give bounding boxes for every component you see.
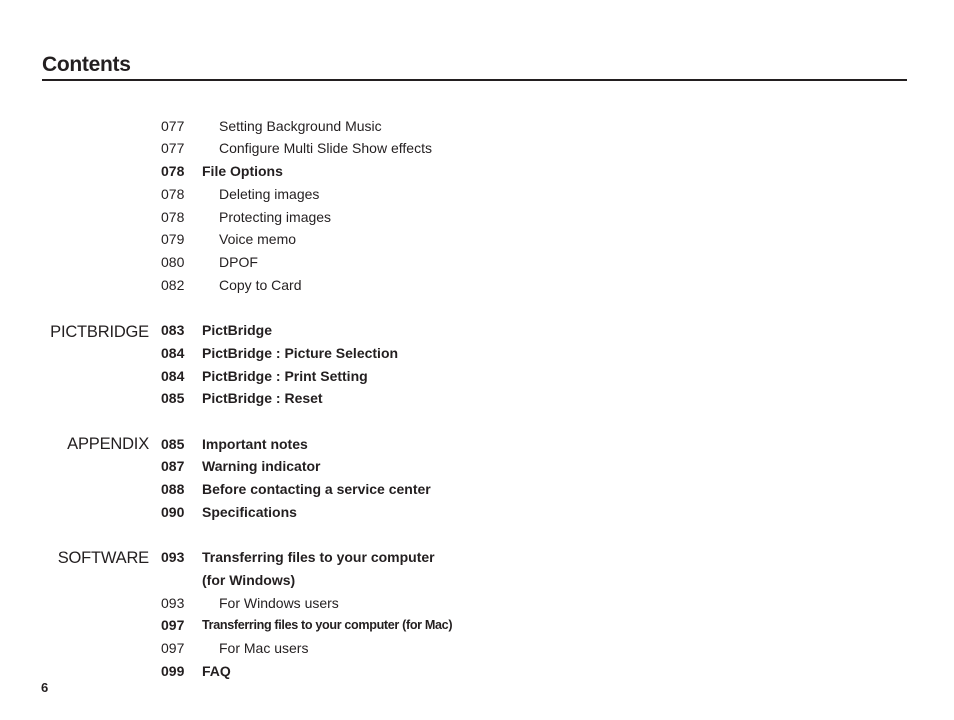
toc-entry[interactable] [161, 615, 452, 635]
title-underline [42, 79, 907, 81]
toc-entry[interactable] [161, 116, 382, 136]
toc-entry[interactable] [161, 343, 398, 363]
toc-page-number: 078 [161, 163, 185, 179]
toc-entry-continuation[interactable] [161, 570, 295, 590]
toc-entry-label: Voice memo [219, 231, 297, 247]
page-number: 6 [41, 680, 49, 695]
section-heading-software: SOFTWARE [57, 549, 149, 567]
toc-entry-label: Before contacting a service center [202, 481, 431, 497]
toc-entry-label: Setting Background Music [219, 118, 382, 134]
toc-entry-label: DPOF [219, 254, 258, 270]
toc-page-number: 097 [161, 640, 185, 656]
toc-entry-label: File Options [202, 163, 283, 179]
toc-page-number: 088 [161, 481, 185, 497]
toc-page-number: 093 [161, 595, 185, 611]
toc-entry-label: Transferring files to your computer [202, 549, 435, 565]
toc-entry[interactable] [161, 366, 368, 386]
toc-entry-label: FAQ [202, 663, 231, 679]
toc-entry-label: (for Windows) [202, 572, 296, 588]
toc-entry[interactable] [161, 320, 272, 340]
toc-page-number: 099 [161, 663, 185, 679]
toc-entry[interactable] [161, 661, 231, 681]
toc-entry-label: For Mac users [219, 640, 309, 656]
toc-page-number: 085 [161, 390, 185, 406]
toc-page-number: 078 [161, 186, 185, 202]
toc-page-number: 084 [161, 345, 185, 361]
toc-entry-label: Protecting images [219, 209, 332, 225]
toc-page-number: 097 [161, 617, 185, 633]
toc-page-number: 084 [161, 368, 185, 384]
toc-page-number: 087 [161, 458, 185, 474]
toc-entry-label: PictBridge : Print Setting [202, 368, 368, 384]
toc-page-number: 085 [161, 436, 185, 452]
toc-entry[interactable] [161, 388, 323, 408]
toc-entry-label: Warning indicator [202, 458, 321, 474]
toc-entry-label: Important notes [202, 436, 308, 452]
toc-entry[interactable] [161, 502, 297, 522]
toc-entry[interactable] [161, 275, 301, 295]
toc-entry[interactable] [161, 638, 308, 658]
toc-entry[interactable] [161, 456, 320, 476]
toc-entry[interactable] [161, 207, 331, 227]
toc-page-number: 079 [161, 231, 185, 247]
toc-entry[interactable] [161, 547, 435, 567]
toc-entry-label: Configure Multi Slide Show effects [219, 140, 432, 156]
toc-entry[interactable] [161, 161, 283, 181]
toc-page-number: 082 [161, 277, 185, 293]
toc-entry[interactable] [161, 138, 432, 158]
toc-entry[interactable] [161, 252, 258, 272]
toc-entry[interactable] [161, 184, 319, 204]
toc-entry-label: Deleting images [219, 186, 320, 202]
toc-entry[interactable] [161, 229, 296, 249]
toc-entry-label: PictBridge [202, 322, 273, 338]
toc-page-number: 078 [161, 209, 185, 225]
toc-page-number: 080 [161, 254, 185, 270]
toc-entry[interactable] [161, 434, 308, 454]
toc-entry-label: Specifications [202, 504, 297, 520]
toc-entry[interactable] [161, 593, 339, 613]
page-title: Contents [42, 53, 131, 76]
toc-entry-label: Transferring files to your computer (for Mac) [202, 618, 453, 632]
toc-page-number: 090 [161, 504, 185, 520]
toc-entry-label: Copy to Card [219, 277, 302, 293]
toc-entry[interactable] [161, 479, 431, 499]
toc-entry-label: PictBridge : Picture Selection [202, 345, 399, 361]
toc-entry-label: PictBridge : Reset [202, 390, 323, 406]
toc-page-number: 083 [161, 322, 185, 338]
section-heading-pictbridge: PICTBRIDGE [50, 323, 149, 341]
toc-page-number: 077 [161, 140, 185, 156]
toc-page-number: 077 [161, 118, 185, 134]
toc-page-number: 093 [161, 549, 185, 565]
toc-entry-label: For Windows users [219, 595, 339, 611]
section-heading-appendix: APPENDIX [67, 435, 149, 453]
